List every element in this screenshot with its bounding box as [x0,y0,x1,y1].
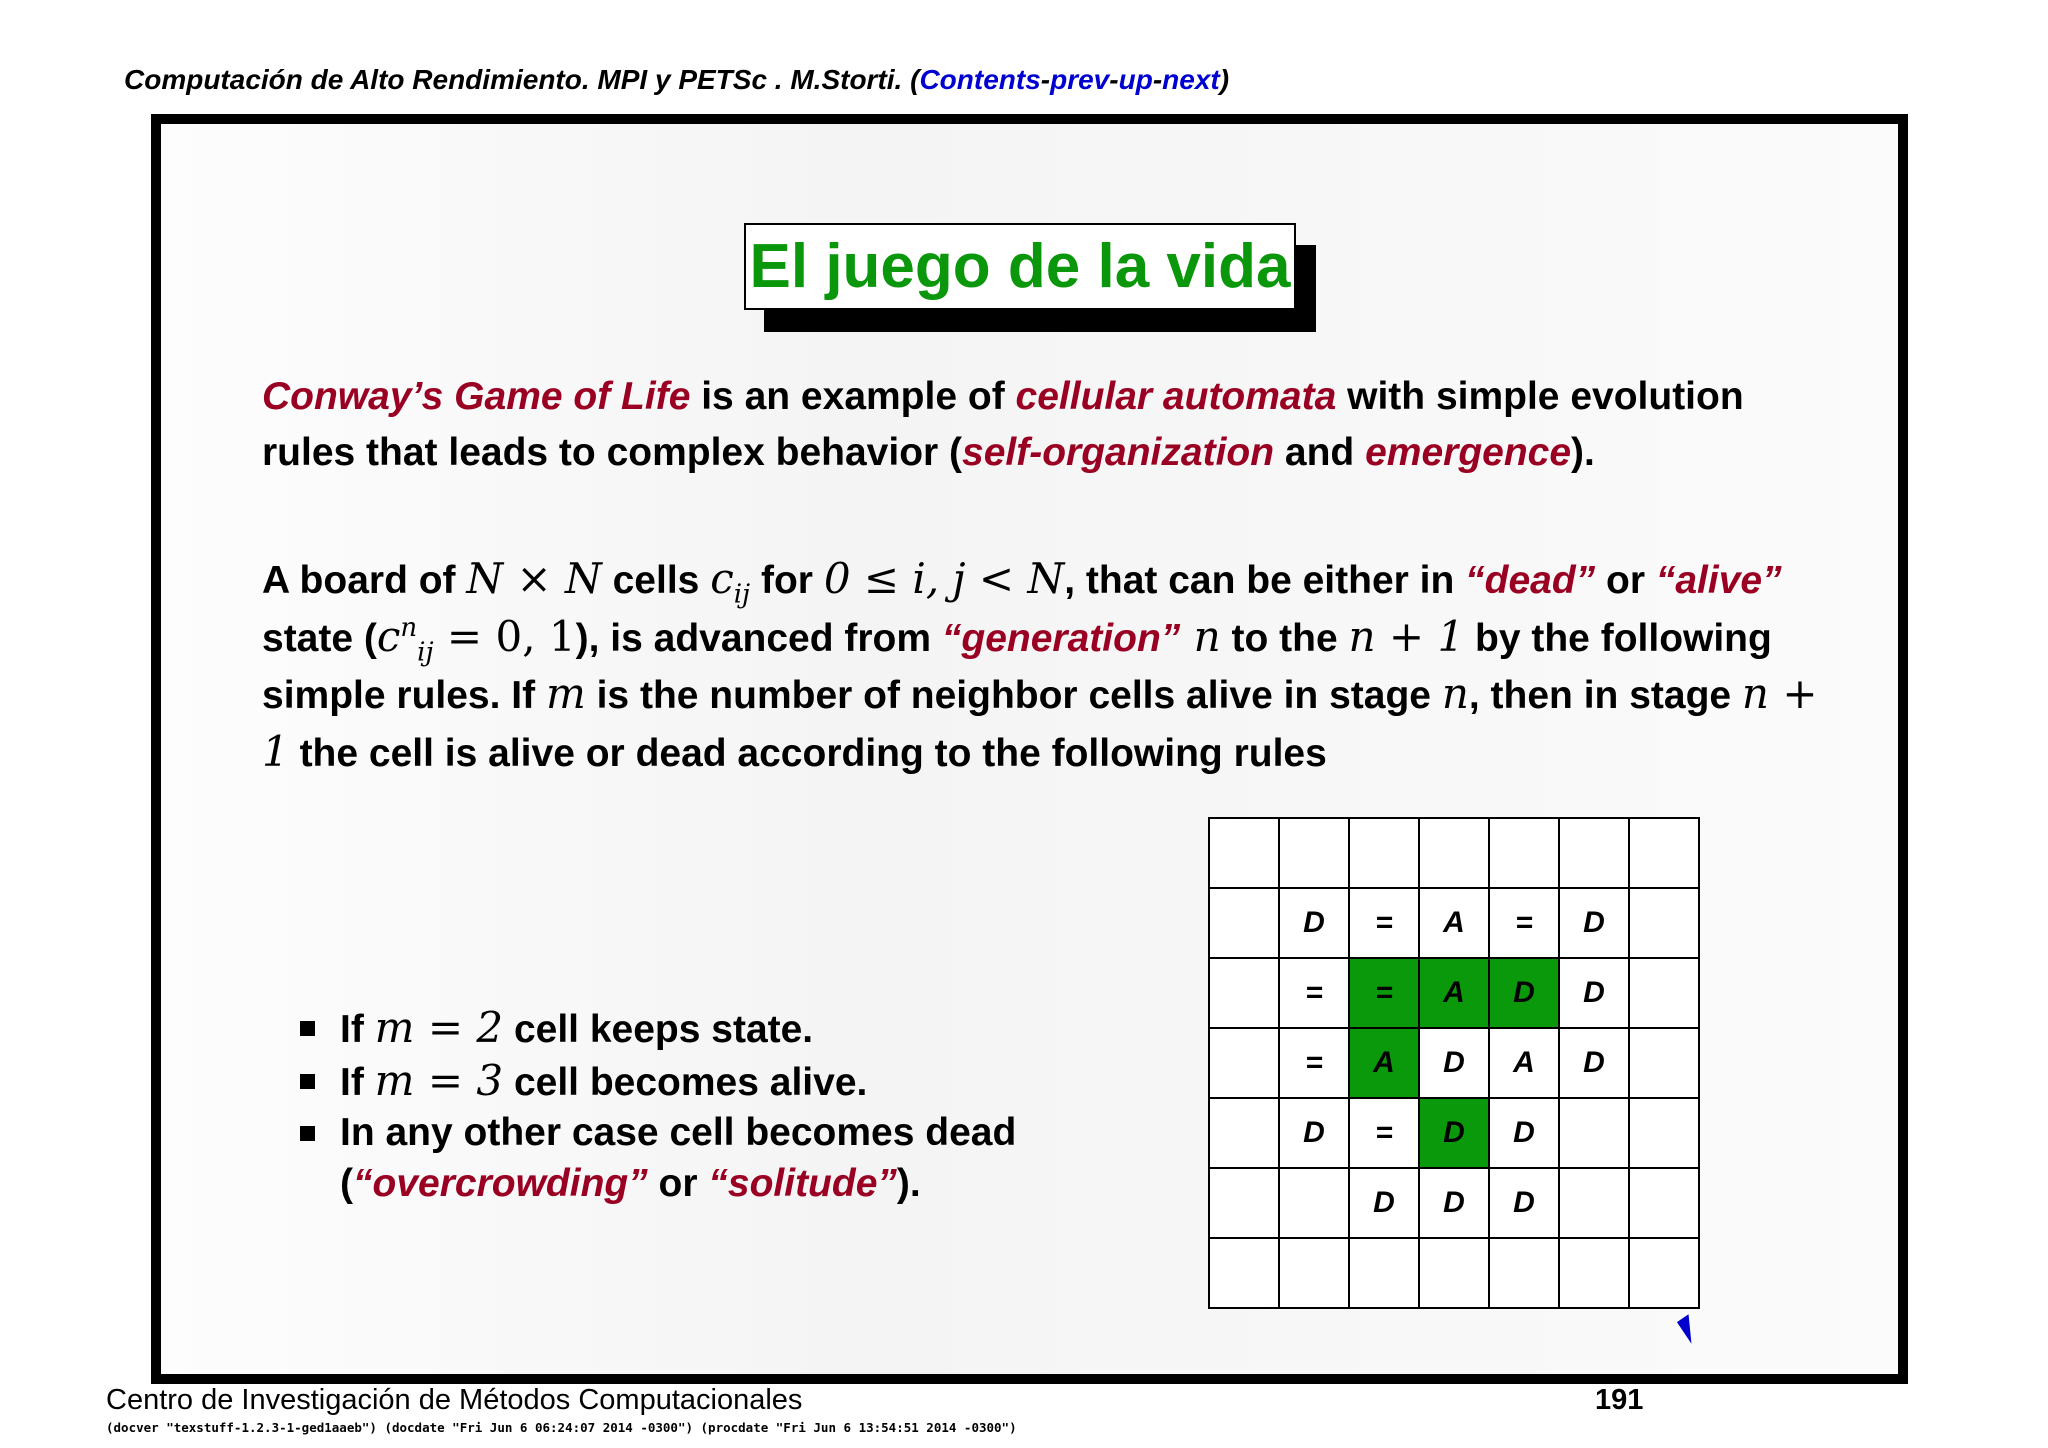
emph-text: “alive” [1655,559,1782,602]
grid-cell [1489,1238,1559,1308]
grid-cell [1209,1098,1279,1168]
grid-cell [1559,818,1629,888]
math [710,554,751,610]
rules-paragraph [262,551,1822,781]
text: , then in stage [1468,674,1742,717]
grid-cell [1419,818,1489,888]
math-symbol: c [376,611,401,661]
text: and [1274,430,1366,474]
nav-sep: - [1040,64,1051,95]
text: or [1595,559,1656,602]
grid-cell [1629,818,1699,888]
grid-cell [1209,1238,1279,1308]
grid-cell: = [1349,1098,1419,1168]
grid-cell: A [1419,888,1489,958]
nav-up-link[interactable]: up [1118,64,1153,95]
text: cells [601,559,711,602]
text: is the number of neighbor cells alive in stage [585,674,1442,717]
grid-row [1209,1098,1699,1168]
slide-title-box [744,223,1296,310]
grid-cell: = [1279,958,1349,1028]
text: ). [1571,430,1595,474]
grid-cell: D [1489,958,1559,1028]
math: n + 1 [1348,611,1465,661]
header-title: Computación de Alto Rendimiento. MPI y PETSc . M.Storti. ( [124,64,920,95]
math-subscript: ij [733,579,751,610]
slide-title: El juego de la vida [749,232,1291,301]
grid-cell: = [1279,1028,1349,1098]
game-of-life-grid [1208,817,1700,1309]
footer-meta: (docver "texstuff-1.2.3-1-ged1aaeb") (docdate "Fri Jun 6 06:24:07 2014 -0300") (procdate "Fri Jun 6 13:54:51 2014 -0300") [106,1420,1017,1435]
nav-prev-link[interactable]: prev [1050,64,1110,95]
grid-cell: D [1279,888,1349,958]
intro-paragraph [262,369,1822,480]
grid-row [1209,818,1699,888]
math: m = 3 [374,1055,504,1105]
grid-cell [1349,818,1419,888]
grid-cell [1629,1028,1699,1098]
grid-cell [1629,1168,1699,1238]
footer-institution: Centro de Investigación de Métodos Computacionales [106,1384,803,1416]
grid-cell: D [1559,1028,1629,1098]
rule-item [298,1056,1198,1109]
text: ), is advanced from [575,616,942,660]
grid-cell: D [1559,888,1629,958]
math: n [1441,669,1469,718]
grid-cell [1489,818,1559,888]
math: 0 ≤ i, j < N [823,554,1065,603]
grid-cell: D [1349,1168,1419,1238]
grid-cell: D [1419,1028,1489,1098]
grid-cell [1209,958,1279,1028]
emph-text: “solitude” [708,1161,897,1205]
grid-row [1209,1028,1699,1098]
text: cell becomes alive. [503,1060,868,1104]
emph-text: cellular automata [1015,375,1337,418]
grid-cell [1419,1238,1489,1308]
grid-cell: D [1489,1168,1559,1238]
grid-cell [1559,1168,1629,1238]
text: the cell is alive or dead according to the following rules [288,731,1327,775]
nav-sep: - [1152,64,1163,95]
grid-cell [1279,1168,1349,1238]
grid-cell: A [1349,1028,1419,1098]
grid-row [1209,1168,1699,1238]
grid-cell: = [1489,888,1559,958]
emph-text: “overcrowding” [353,1161,648,1205]
text: to the [1220,616,1349,660]
grid-cell [1209,1168,1279,1238]
emph-text: self-organization [962,430,1275,474]
page-header [124,64,1229,96]
grid-cell: D [1419,1098,1489,1168]
grid-row [1209,958,1699,1028]
grid-cell: = [1349,888,1419,958]
text: is an example of [690,375,1016,418]
page-number: 191 [1595,1384,1644,1416]
text: If [340,1060,375,1104]
grid-cell: D [1279,1098,1349,1168]
math: n [1180,611,1221,661]
text: ( [340,1161,353,1205]
grid-cell: D [1559,958,1629,1028]
grid-cell [1629,1238,1699,1308]
grid-cell: D [1489,1098,1559,1168]
grid-row [1209,1238,1699,1308]
grid-cell [1349,1238,1419,1308]
emph-text: “dead” [1465,559,1596,602]
math: m [545,669,586,718]
math [376,611,434,667]
grid-cell [1629,1098,1699,1168]
grid-cell [1209,888,1279,958]
rules-list [298,1003,1198,1209]
nav-contents-link[interactable]: Contents [919,64,1041,95]
text: ). [896,1161,921,1205]
text: , that can be either in [1064,559,1466,602]
text: A board of [262,559,467,602]
text: by the following simple rules. If [262,616,1772,717]
grid-row [1209,888,1699,958]
nav-next-link[interactable]: next [1162,64,1220,95]
grid-cell [1279,818,1349,888]
grid-cell [1209,818,1279,888]
text: If [340,1008,375,1051]
grid-cell [1279,1238,1349,1308]
grid-cell: A [1419,958,1489,1028]
math-subscript: ij [417,636,434,667]
emph-text: Conway’s Game of Life [262,375,691,418]
grid-cell [1629,958,1699,1028]
grid-cell [1629,888,1699,958]
math: N × N [466,554,602,603]
text: or [647,1161,709,1205]
grid-cell: = [1349,958,1419,1028]
math: = 0, 1 [433,611,576,661]
grid-cell: D [1419,1168,1489,1238]
text: with simple evolution rules that leads to complex behavior ( [262,375,1744,474]
text: cell keeps state. [503,1008,814,1051]
emph-text: “generation” [941,616,1181,660]
emph-text: emergence [1365,430,1572,474]
math: n + 1 [262,669,1818,776]
nav-sep: - [1109,64,1119,95]
header-close-paren: ) [1219,64,1230,95]
math: m = 2 [374,1003,504,1052]
text: In any other case cell becomes dead [340,1111,1017,1154]
math-symbol: c [710,554,734,603]
rule-item [298,1003,1198,1056]
grid-cell [1559,1098,1629,1168]
grid-cell [1209,1028,1279,1098]
rule-item [298,1108,1198,1209]
grid-cell: A [1489,1028,1559,1098]
text: for [750,559,824,602]
text: state ( [262,616,377,660]
grid-cell [1559,1238,1629,1308]
math-superscript: n [400,612,418,643]
